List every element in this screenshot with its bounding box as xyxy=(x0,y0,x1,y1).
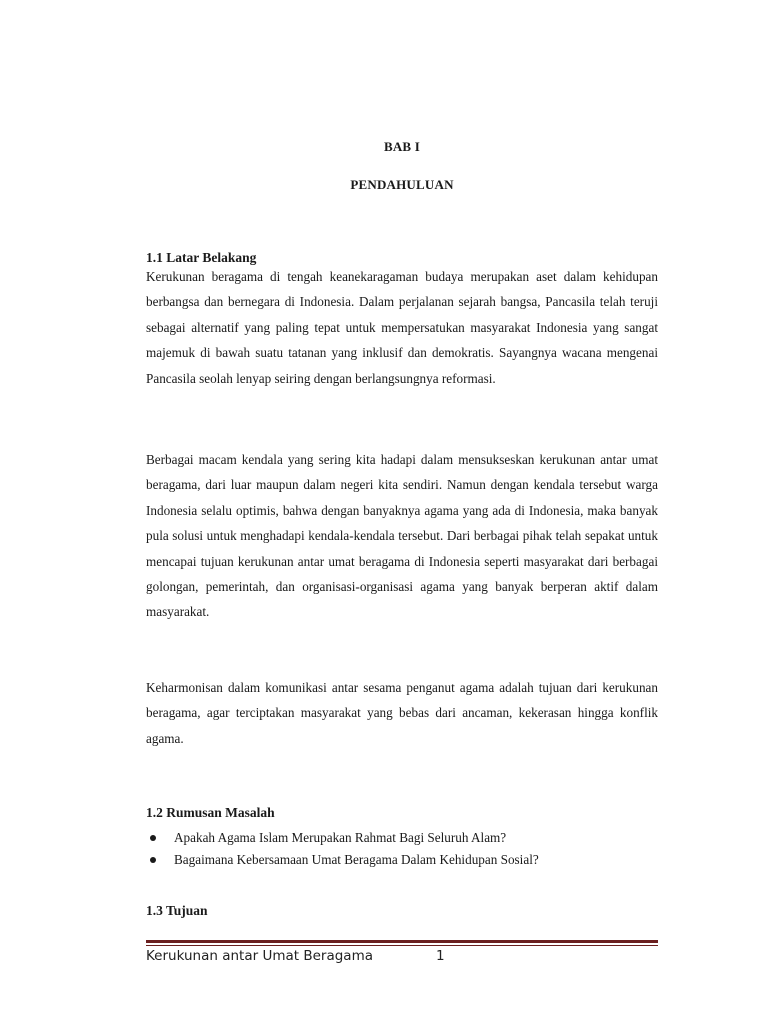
bullet-icon xyxy=(150,835,156,841)
list-item-text: Apakah Agama Islam Merupakan Rahmat Bagi Seluruh Alam? xyxy=(174,830,507,845)
page-number: 1 xyxy=(436,948,445,964)
chapter-label: BAB I xyxy=(383,139,421,154)
footer-title: Kerukunan antar Umat Beragama xyxy=(146,948,374,964)
question-list xyxy=(148,827,539,871)
list-item xyxy=(148,827,539,849)
list-item xyxy=(148,849,539,871)
paragraph: Kerukunan beragama di tengah keanekaragaman budaya merupakan aset dalam kehidupan berbangsa dan bernegara di Indonesia. Dalam perjalanan sejarah bangsa, Pancasila telah teruji sebagai alternatif yang paling tepat untuk mempersatukan masyarakat Indonesia yang sangat majemuk di bawah suatu tatanan yang inklusif dan demokratis. Sayangnya wacana mengenai Pancasila seolah lenyap seiring dengan berlangsungnya reformasi. xyxy=(146,269,658,386)
footer-rule-thin xyxy=(146,945,658,946)
section-title-rumusan-masalah: 1.2 Rumusan Masalah xyxy=(146,805,275,820)
list-item-text: Bagaimana Kebersamaan Umat Beragama Dalam Kehidupan Sosial? xyxy=(174,852,539,867)
chapter-title: PENDAHULUAN xyxy=(350,177,454,192)
paragraph: Keharmonisan dalam komunikasi antar sesama penganut agama adalah tujuan dari kerukunan beragama, agar terciptakan masyarakat yang bebas dari ancaman, kekerasan hingga konflik agama. xyxy=(146,680,658,746)
bullet-icon xyxy=(150,857,156,863)
section-title-latar-belakang: 1.1 Latar Belakang xyxy=(146,250,257,265)
footer-rule xyxy=(146,940,658,943)
paragraph: Berbagai macam kendala yang sering kita hadapi dalam mensukseskan kerukunan antar umat beragama, dari luar maupun dalam negeri kita sendiri. Namun dengan kendala tersebut warga Indonesia selalu optimis, bahwa dengan banyaknya agama yang ada di Indonesia, maka banyak pula solusi untuk menghadapi kendala-kendala tersebut. Dari berbagai pihak telah sepakat untuk mencapai tujuan kerukunan antar umat beragama di Indonesia seperti masyarakat dari berbagai golongan, pemerintah, dan organisasi-organisasi agama yang banyak berperan aktif dalam masyarakat. xyxy=(146,452,658,620)
section-title-tujuan: 1.3 Tujuan xyxy=(146,903,208,918)
